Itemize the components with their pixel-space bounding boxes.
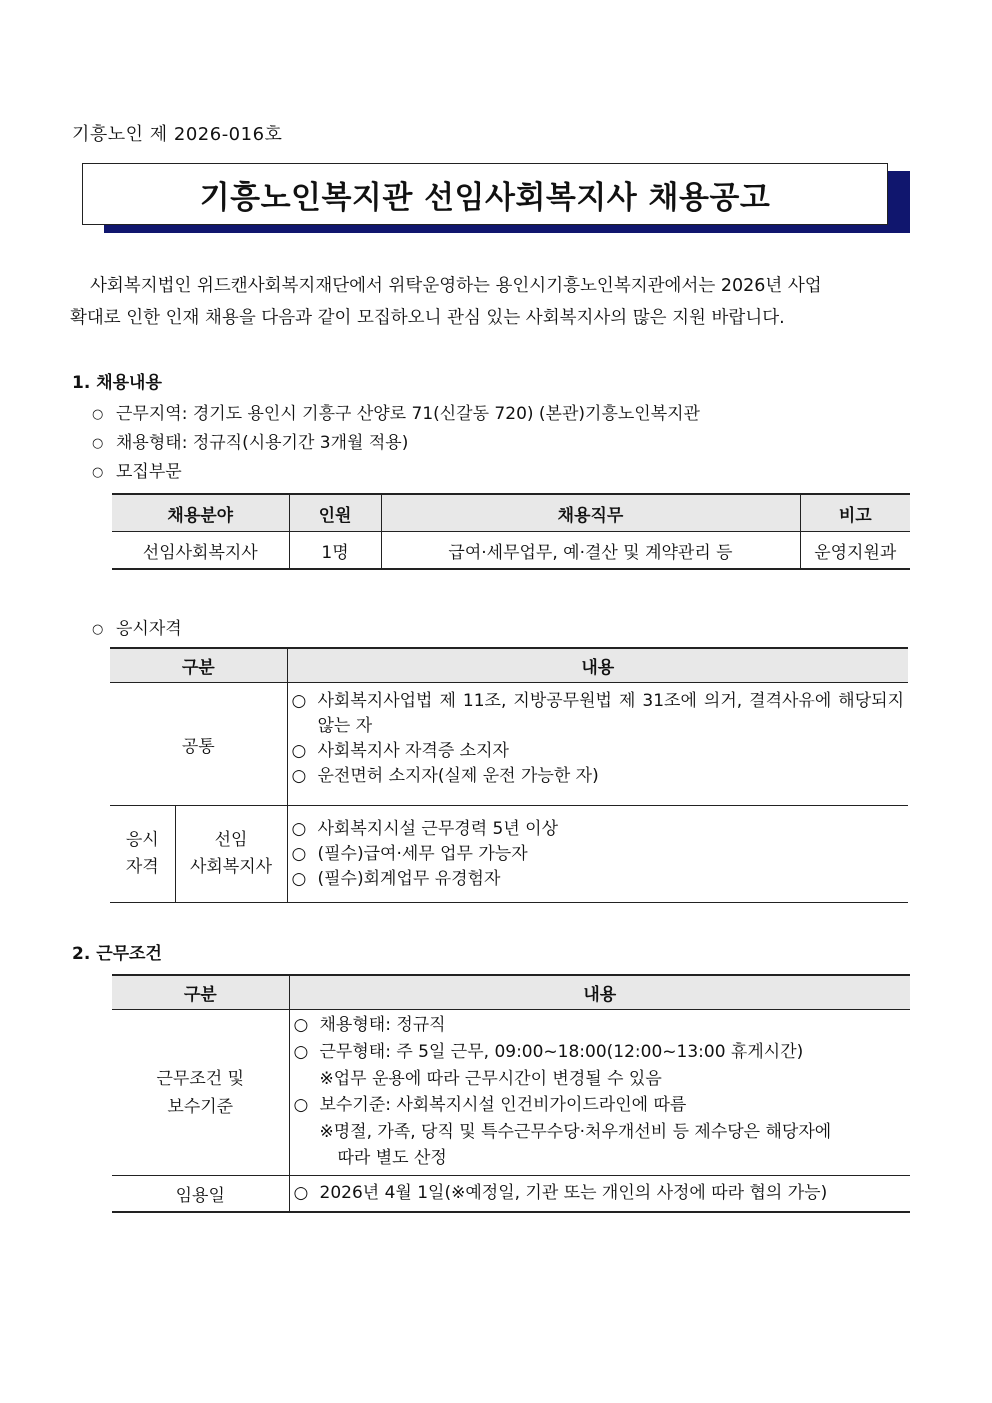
table-header-row [112,975,910,1010]
bullet-recruit-division [92,457,182,482]
list-item: ○ 운전면허 소지자(실제 운전 가능한 자) [292,764,905,789]
table-row [112,1176,910,1212]
table-row [110,683,908,806]
document-number: 기흥노인 제 2026-016호 [72,124,283,145]
bullet-marker: ○ [92,622,104,637]
start-date-label: 임용일 [112,1176,289,1212]
intro-line-1: 사회복지법인 위드캔사회복지재단에서 위탁운영하는 용인시기흥노인복지관에서는 2026년 사업 [90,276,822,296]
note-text: ※업무 운용에 따라 근무시간이 변경될 수 있음 [319,1069,662,1089]
circle-bullet-icon: ○ [293,1095,309,1115]
circle-bullet-icon: ○ [291,818,307,839]
table-header-row [112,494,910,532]
header-field: 채용분야 [112,494,289,532]
list-item: ○ (필수)회계업무 유경험자 [292,867,905,892]
common-label: 공통 [110,683,287,806]
header-count: 인원 [289,494,381,532]
employment-type-text: 채용형태: 정규직(시용기간 3개월 적용) [116,433,409,453]
list-item: ○ (필수)급여·세무 업무 가능자 [292,842,905,867]
header-category: 구분 [112,975,289,1010]
role-items [287,806,908,903]
bullet-marker: ○ [92,465,104,480]
list-item: ○ 채용형태: 정규직 [294,1012,907,1039]
header-content: 내용 [287,648,908,683]
list-item: ○ 근무형태: 주 5일 근무, 09:00~18:00(12:00~13:00 휴게시간) [294,1039,907,1066]
cell-note: 운영지원과 [800,532,910,570]
conditions-items [289,1010,910,1176]
bullet-qualification [92,614,182,639]
list-item: ○ 2026년 4월 1일(※예정일, 기관 또는 개인의 사정에 따라 협의 가능) [294,1181,907,1206]
circle-bullet-icon: ○ [293,1182,309,1203]
list-item: ○ 사회복지사 자격증 소지자 [292,739,905,764]
note-text: ※명절, 가족, 당직 및 특수근무수당·처우개선비 등 제수당은 해당자에 [319,1122,832,1142]
table-row [112,532,910,570]
conditions-table [112,974,910,1213]
list-item: ○ 사회복지시설 근무경력 5년 이상 [292,817,905,842]
common-items [287,683,908,806]
circle-bullet-icon: ○ [293,1042,309,1062]
circle-bullet-icon: ○ [291,868,307,889]
circle-bullet-icon: ○ [293,1015,309,1035]
circle-bullet-icon: ○ [291,843,307,864]
header-note: 비고 [800,494,910,532]
role-label: 선임 사회복지사 [175,806,287,903]
cell-field: 선임사회복지사 [112,532,289,570]
section-2-heading: 2. 근무조건 [72,944,162,964]
bullet-employment-type [92,428,408,453]
recruit-division-text: 모집부문 [116,462,182,482]
bullet-work-location [92,399,700,424]
table-header-row [110,648,908,683]
circle-bullet-icon: ○ [291,741,307,761]
page-title: 기흥노인복지관 선임사회복지사 채용공고 [82,163,888,225]
header-duty: 채용직무 [381,494,800,532]
recruitment-table [112,493,910,570]
qualification-label-text: 응시자격 [116,619,182,639]
table-row [112,1010,910,1176]
header-category: 구분 [110,648,287,683]
header-content: 내용 [289,975,910,1010]
cell-duty: 급여·세무업무, 예·결산 및 계약관리 등 [381,532,800,570]
start-date-item [289,1176,910,1212]
cell-count: 1명 [289,532,381,570]
work-location-text: 근무지역: 경기도 용인시 기흥구 산양로 71(신갈동 720) (본관)기흥노인복지관 [116,404,700,424]
conditions-label: 근무조건 및 보수기준 [112,1010,289,1176]
section-1-heading: 1. 채용내용 [72,373,162,393]
list-item: ○ 사회복지사업법 제 11조, 지방공무원법 제 31조에 의거, 결격사유에 해당되지 않는 자 [292,689,905,739]
bullet-marker: ○ [92,436,104,451]
circle-bullet-icon: ○ [291,766,307,786]
table-row [110,806,908,903]
title-banner [82,163,888,225]
list-item: ○ 보수기준: 사회복지시설 인건비가이드라인에 따름 [294,1092,907,1119]
note-text-cont: 따라 별도 산정 [337,1148,447,1168]
bullet-marker: ○ [92,407,104,422]
qualification-table [110,647,908,903]
group-label: 응시 자격 [110,806,175,903]
intro-line-2: 확대로 인한 인재 채용을 다음과 같이 모집하오니 관심 있는 사회복지사의 많은 지원 바랍니다. [70,308,785,328]
intro-paragraph [70,270,920,334]
circle-bullet-icon: ○ [291,691,307,711]
